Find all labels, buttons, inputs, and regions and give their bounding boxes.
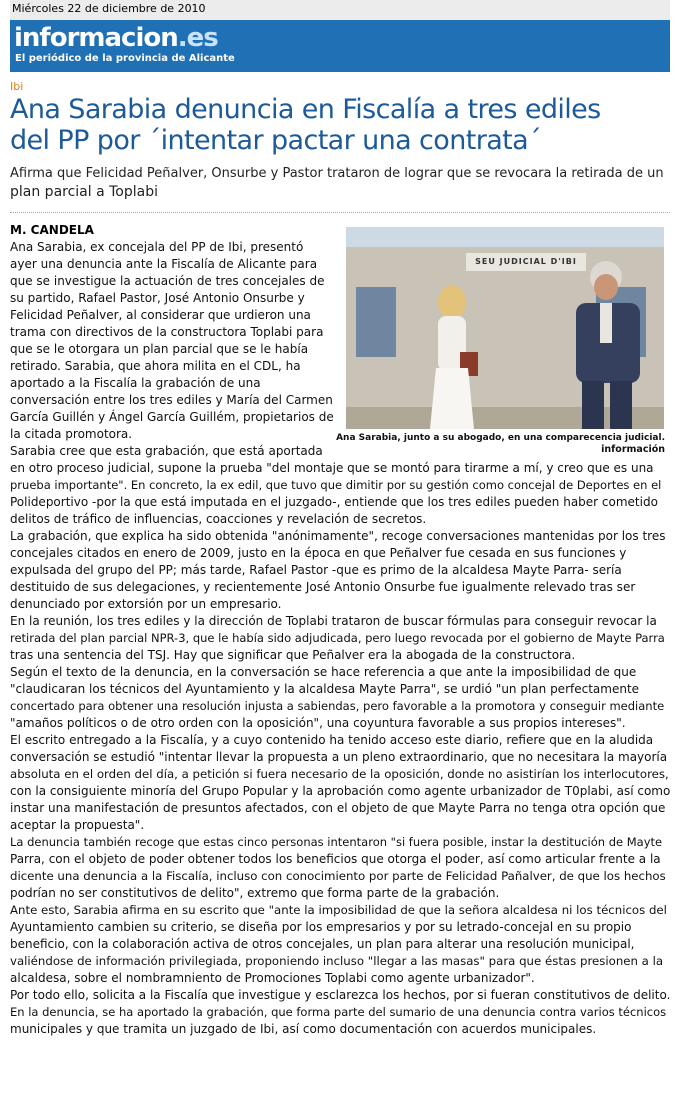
body-line: concertado para obtener una resolución injusta a sabiendas, pero favorable a la promotora y conseguir mediante [10,699,665,713]
body-line: La denuncia también recoge que estas cinco personas intentaron "si fuera posible, instar la destitución de Mayte [10,835,663,849]
intro-line: trama con directivos de la constructora Toplabi para [10,325,324,339]
body-line: delitos de tráfico de influencias, coacciones y revelación de secretos. [10,512,427,526]
body-line: denunciado por extorsión por un empresario. [10,597,282,611]
body-line: "amaños políticos o de otro orden con la oposición", una coyuntura favorable a sus propios intereses". [10,716,626,730]
divider [10,212,670,213]
photo-caption [330,432,665,456]
body-line: Polideportivo -por la que está imputada en el juzgado-, entiende que los tres ediles pueden haber cometido [10,495,658,509]
woman-figure [416,282,486,429]
body-line: retirada del plan parcial NPR-3, que le había sido adjudicada, pero luego revocada por el gobierno de Mayte Parra [10,631,665,645]
body-line: La grabación, que explica ha sido obtenida "anónimamente", recoge conversaciones mantenidas por los tres [10,529,666,543]
photo-window [356,287,396,357]
intro-line: que se le otorgara un plan parcial que se le había [10,342,309,356]
intro-line: García Guillén y Ángel García Guillém, propietarios de [10,410,334,424]
body-line: En la denuncia, se ha aportado la grabación, que forma parte del sumario de una denuncia contra varios técnicos [10,1005,667,1019]
intro-line: la citada promotora. [10,427,133,441]
caption-credit: información [601,444,665,455]
man-figure [546,257,656,429]
body-line: conversación se estudió "intentar llevar la propuesta a un pleno extraordinario, que no necesitara la mayoría [10,750,668,764]
body-line: valiéndose de información privilegiada, proponiendo incluso "llegar a las masas" para que éstas presionen a la [10,954,664,968]
body-line: en otro proceso judicial, supone la prueba "del montaje que se montó para tirarme a mí, y creo que es una [10,461,654,475]
body-line: prueba importante". En concreto, la ex edil, que tuvo que dimitir por su gestión como concejal de Deportes en el [10,478,662,492]
intro-line: retirado. Sarabia, que ahora milita en el CDL, ha [10,359,301,373]
body-line: municipales y que tramita un juzgado de Ibi, así como documentación con acuerdos municipales. [10,1022,597,1036]
body-line: alcaldesa, sobre el nombramniento de Promociones Toplabi como agente urbanizador". [10,971,535,985]
subtitle [10,164,665,201]
body-line: aceptar la propuesta". [10,818,145,832]
body-line: concejales citados en enero de 2009, justo en la época en que Peñalver fue cesada en sus funciones y [10,546,627,560]
body-line: Ayuntamiento cambien su criterio, se diseña por los empresarios y por su letrado-concejal en su propio [10,920,632,934]
body-line: El escrito entregado a la Fiscalía, y a cuyo contenido ha tenido acceso este diario, refiere que en la aludida [10,733,654,747]
body-line: Según el texto de la denuncia, en la conversación se hace referencia a que ante la imposibilidad de que [10,665,637,679]
body-line: con la consiguiente minoría del Grupo Popular y la aprobación como agente urbanizador de T0plabi, así como [10,784,671,798]
subtitle-line: plan parcial a Toplabi [10,184,158,200]
article-photo[interactable] [346,227,664,429]
intro-line: ayer una denuncia ante la Fiscalía de Alicante para [10,257,318,271]
section-label[interactable]: Ibi [10,80,24,93]
intro-line: Felicidad Peñalver, al considerar que urdieron una [10,308,311,322]
headline-line: del PP por ´intentar pactar una contrata´ [10,125,541,156]
site-tagline: El periódico de la provincia de Alicante [15,53,235,64]
intro-line: conversación entre los tres ediles y María del Carmen [10,393,333,407]
intro-line: su partido, Rafael Pastor, José Antonio Onsurbe y [10,291,305,305]
body-line: tras una sentencia del TSJ. Hay que significar que Peñalver era la abogada de la constructora. [10,648,576,662]
body-line: instar una manifestación de presuntos afectados, con el objeto de que Mayte Parra no tenga otra opción que [10,801,666,815]
intro-line: aportado a la Fiscalía la grabación de una [10,376,261,390]
logo-main: informacion [14,23,178,53]
masthead[interactable] [10,20,670,72]
site-logo[interactable] [14,20,218,56]
body-line: Ante esto, Sarabia afirma en su escrito que "ante la imposibilidad de que la señora alcaldesa ni los técnicos del [10,903,667,917]
headline-line: Ana Sarabia denuncia en Fiscalía a tres ediles [10,94,601,125]
headline [10,94,670,156]
photo-sign: SEU JUDICIAL D'IBI [466,253,586,271]
body-line: podrían no ser constitutivos de delito", extremo que forma parte de la grabación. [10,886,500,900]
intro-line: que se investigue la actuación de tres concejales de [10,274,325,288]
body-line: Parra, con el objeto de poder obtener todos los beneficios que otorga el poder, así como articular frente a la [10,852,661,866]
body-line: "claudicaran los técnicos del Ayuntamiento y la alcaldesa Mayte Parra", se urdió "un plan perfectamente [10,682,640,696]
logo-suffix: .es [177,23,218,53]
subtitle-line: Afirma que Felicidad Peñalver, Onsurbe y Pastor trataron de lograr que se revocara la retirada de un [10,166,664,181]
body-line: En la reunión, los tres ediles y la dirección de Toplabi trataron de buscar fórmulas para conseguir revocar la [10,614,657,628]
body-line: beneficio, con la colaboración activa de otros concejales, un plan para alterar una resolución municipal, [10,937,635,951]
intro-line: Ana Sarabia, ex concejala del PP de Ibi, presentó [10,240,304,254]
body-line: dicente una denuncia a la Fiscalía, incluso con conocimiento por parte de Felicidad Pañalver, de que los hechos [10,869,666,883]
body-line: Por todo ello, solicita a la Fiscalía que investigue y esclarezca los hechos, por si fueran constitutivos de delito. [10,988,671,1002]
caption-text: Ana Sarabia, junto a su abogado, en una comparecencia judicial. [336,433,665,443]
body-line: absoluta en el orden del día, a petición si fuera necesario de la oposición, donde no asistirían los interlocutores, [10,767,669,781]
date-line: Miércoles 22 de diciembre de 2010 [10,0,670,20]
body-line: expulsada del grupo del PP; más tarde, Rafael Pastor -que es primo de la alcaldesa Mayte Parra- sería [10,563,622,577]
byline: M. CANDELA [10,223,94,237]
body-line: Sarabia cree que esta grabación, que está aportada [10,444,323,458]
body-line: destituido de sus delegaciones, y recientemente José Antonio Onsurbe fue igualmente relevado tras ser [10,580,636,594]
